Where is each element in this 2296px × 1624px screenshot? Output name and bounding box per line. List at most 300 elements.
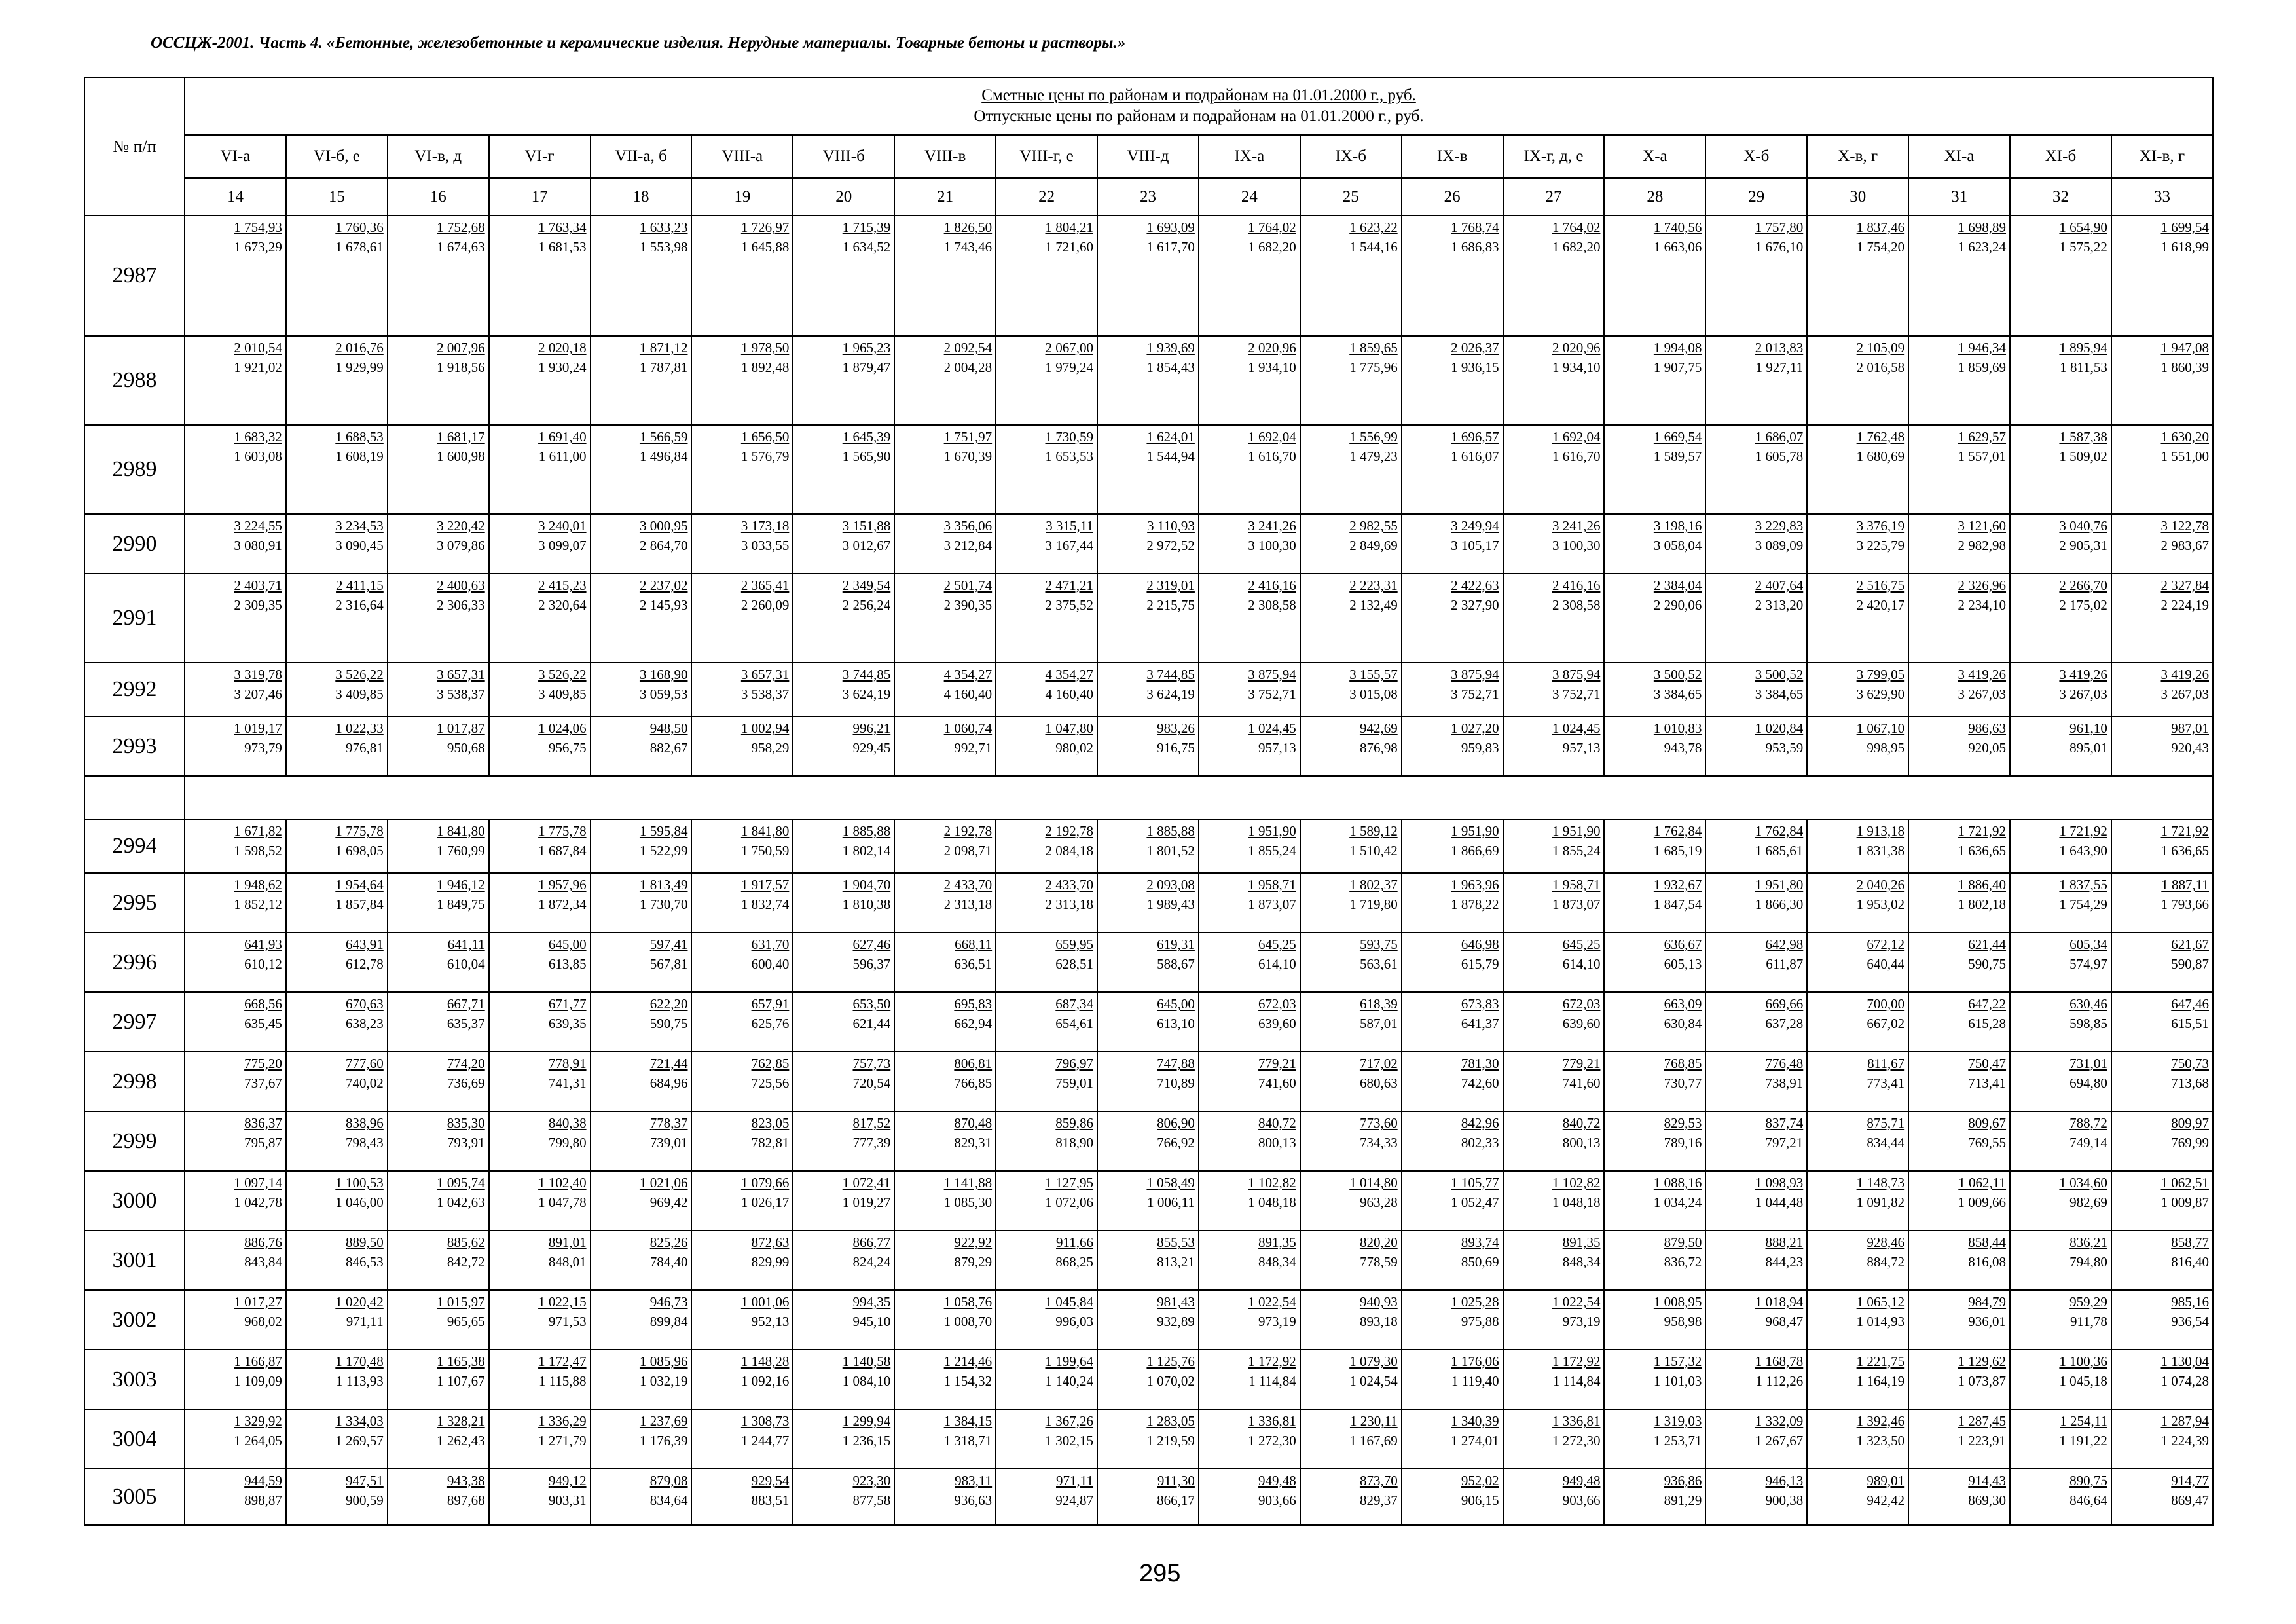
price-cell: [1402, 716, 1503, 776]
release-price: 2 864,70: [639, 538, 688, 553]
release-price: 2 308,58: [1248, 597, 1296, 613]
release-price: 567,81: [649, 956, 688, 972]
release-price: 621,44: [852, 1016, 891, 1031]
estimate-price: 948,50: [649, 720, 688, 736]
release-price: 795,87: [244, 1135, 282, 1151]
price-cell: [691, 1409, 793, 1469]
estimate-price: 1 656,50: [740, 429, 790, 445]
price-cell: [691, 1469, 793, 1525]
estimate-price: 687,34: [1055, 996, 1094, 1012]
release-price: 1 605,78: [1755, 449, 1804, 464]
estimate-price: 668,11: [955, 936, 993, 952]
release-price: 975,88: [1461, 1314, 1499, 1329]
estimate-price: 1 022,54: [1552, 1294, 1601, 1310]
release-price: 1 223,91: [1958, 1433, 2007, 1449]
price-cell: [591, 1290, 692, 1350]
release-price: 945,10: [852, 1314, 891, 1329]
release-price: 596,37: [852, 956, 891, 972]
estimate-price: 872,63: [751, 1234, 790, 1250]
release-price: 799,80: [548, 1135, 587, 1151]
price-cell: [793, 1409, 894, 1469]
price-cell: [691, 1052, 793, 1111]
price-cell: [1300, 1111, 1402, 1171]
release-price: 897,68: [446, 1492, 485, 1508]
price-cell: [1402, 336, 1503, 425]
estimate-price: 1 587,38: [2059, 429, 2107, 445]
estimate-price: 3 155,57: [1349, 667, 1398, 682]
estimate-price: 669,66: [1765, 996, 1804, 1012]
release-price: 1 113,93: [336, 1373, 384, 1389]
price-cell: [1604, 932, 1705, 992]
estimate-price: 1 334,03: [335, 1413, 384, 1429]
estimate-price: 3 799,05: [1856, 667, 1905, 682]
estimate-price: 1 062,51: [2160, 1175, 2209, 1190]
price-cell: [793, 1171, 894, 1230]
estimate-price: 1 319,03: [1653, 1413, 1702, 1429]
price-cell: [894, 1171, 996, 1230]
release-price: 2 849,69: [1349, 538, 1398, 553]
release-price: 610,12: [244, 956, 282, 972]
estimate-price: 762,85: [751, 1056, 790, 1071]
estimate-price: 891,35: [1562, 1234, 1601, 1250]
row-id: 2996: [84, 932, 185, 992]
price-cell: [691, 1171, 793, 1230]
price-cell: [2010, 215, 2111, 336]
price-cell: [591, 1469, 692, 1525]
release-price: 3 100,30: [1552, 538, 1601, 553]
estimate-price: 1 367,26: [1045, 1413, 1094, 1429]
release-price: 843,84: [244, 1254, 282, 1270]
estimate-price: 971,11: [1056, 1473, 1094, 1488]
estimate-price: 1 768,74: [1451, 219, 1499, 235]
row-id: 2990: [84, 514, 185, 574]
price-cell: [1503, 992, 1605, 1052]
release-price: 1 092,16: [740, 1373, 790, 1389]
price-cell: [793, 1052, 894, 1111]
release-price: 1 811,53: [2060, 360, 2107, 375]
estimate-price: 2 516,75: [1856, 578, 1905, 593]
row-id: 2997: [84, 992, 185, 1052]
estimate-price: 1 762,84: [1653, 823, 1702, 839]
release-price: 834,64: [649, 1492, 688, 1508]
estimate-price: 3 875,94: [1451, 667, 1499, 682]
estimate-price: 1 885,88: [842, 823, 891, 839]
estimate-price: 1 010,83: [1653, 720, 1702, 736]
price-cell: [388, 819, 489, 873]
release-price: 1 608,19: [335, 449, 384, 464]
release-price: 965,65: [446, 1314, 485, 1329]
price-cell: [185, 1171, 286, 1230]
release-price: 1 623,24: [1958, 239, 2007, 255]
estimate-price: 2 192,78: [943, 823, 993, 839]
release-price: 613,85: [548, 956, 587, 972]
estimate-price: 855,53: [1157, 1234, 1195, 1250]
price-cell: [1199, 574, 1300, 663]
estimate-price: 1 021,06: [639, 1175, 688, 1190]
price-cell: [1503, 819, 1605, 873]
release-price: 1 750,59: [740, 843, 790, 858]
estimate-price: 2 093,08: [1146, 877, 1195, 893]
estimate-price: 911,66: [1056, 1234, 1094, 1250]
estimate-price: 775,20: [244, 1056, 282, 1071]
estimate-price: 922,92: [954, 1234, 993, 1250]
price-cell: [1807, 932, 1908, 992]
release-price: 1 872,34: [538, 896, 587, 912]
estimate-price: 820,20: [1359, 1234, 1398, 1250]
release-price: 903,66: [1258, 1492, 1296, 1508]
estimate-price: 859,86: [1055, 1115, 1094, 1131]
estimate-price: 1 947,08: [2160, 340, 2209, 356]
price-cell: [691, 873, 793, 932]
row-id: 2988: [84, 336, 185, 425]
release-price: 1 685,61: [1755, 843, 1804, 858]
region-header-cell: VI-а: [185, 135, 286, 178]
price-cell: [591, 1409, 692, 1469]
estimate-price: 888,21: [1765, 1234, 1804, 1250]
estimate-price: 2 365,41: [740, 578, 790, 593]
table-row: [84, 215, 2213, 336]
estimate-price: 823,05: [751, 1115, 790, 1131]
estimate-price: 1 699,54: [2160, 219, 2209, 235]
release-price: 976,81: [346, 740, 384, 756]
release-price: 736,69: [446, 1075, 485, 1091]
price-cell: [1807, 819, 1908, 873]
estimate-price: 1 125,76: [1146, 1354, 1195, 1369]
price-cell: [1908, 1350, 2010, 1409]
estimate-price: 627,46: [852, 936, 891, 952]
empty-cell: [185, 776, 2213, 819]
price-cell: [1199, 1350, 1300, 1409]
price-cell: [489, 514, 591, 574]
price-cell: [591, 215, 692, 336]
column-number-cell: 29: [1705, 178, 1807, 215]
estimate-price: 842,96: [1461, 1115, 1499, 1131]
release-price: 741,31: [548, 1075, 587, 1091]
estimate-price: 1 837,55: [2059, 877, 2107, 893]
price-cell: [894, 336, 996, 425]
price-cell: [1402, 1111, 1503, 1171]
price-cell: [2010, 1052, 2111, 1111]
estimate-price: 670,63: [346, 996, 384, 1012]
estimate-price: 1 176,06: [1451, 1354, 1499, 1369]
release-price: 829,37: [1359, 1492, 1398, 1508]
price-cell: [1402, 514, 1503, 574]
estimate-price: 1 254,11: [2060, 1413, 2107, 1429]
price-cell: [1705, 1409, 1807, 1469]
estimate-price: 943,38: [446, 1473, 485, 1488]
column-number-cell: 32: [2010, 178, 2111, 215]
release-price: 900,59: [346, 1492, 384, 1508]
release-price: 741,60: [1258, 1075, 1296, 1091]
release-price: 1 509,02: [2059, 449, 2107, 464]
estimate-price: 672,03: [1562, 996, 1601, 1012]
release-price: 1 034,24: [1653, 1194, 1702, 1210]
row-id: 2989: [84, 425, 185, 514]
price-cell: [1807, 514, 1908, 574]
release-price: 639,60: [1562, 1016, 1601, 1031]
price-cell: [2010, 932, 2111, 992]
price-cell: [2010, 336, 2111, 425]
release-price: 2 982,98: [1958, 538, 2007, 553]
release-price: 1 907,75: [1653, 360, 1702, 375]
estimate-price: 890,75: [2069, 1473, 2107, 1488]
estimate-price: 1 062,11: [1958, 1175, 2007, 1190]
price-cell: [489, 336, 591, 425]
estimate-price: 891,01: [548, 1234, 587, 1250]
estimate-price: 936,86: [1664, 1473, 1702, 1488]
estimate-price: 1 148,73: [1856, 1175, 1905, 1190]
price-cell: [1705, 716, 1807, 776]
price-cell: [2010, 873, 2111, 932]
price-cell: [1604, 215, 1705, 336]
release-price: 1 673,29: [234, 239, 282, 255]
release-price: 1 565,90: [842, 449, 891, 464]
price-cell: [2111, 873, 2213, 932]
price-cell: [2111, 1111, 2213, 1171]
price-cell: [1199, 1171, 1300, 1230]
price-cell: [388, 716, 489, 776]
price-cell: [691, 992, 793, 1052]
price-cell: [1807, 663, 1908, 716]
estimate-price: 2 400,63: [437, 578, 485, 593]
estimate-price: 2 040,26: [1856, 877, 1905, 893]
price-cell: [1807, 1171, 1908, 1230]
estimate-price: 3 121,60: [1958, 518, 2007, 534]
price-cell: [1503, 873, 1605, 932]
estimate-price: 1 624,01: [1146, 429, 1195, 445]
release-price: 929,45: [852, 740, 891, 756]
release-price: 844,23: [1765, 1254, 1804, 1270]
release-price: 1 832,74: [740, 896, 790, 912]
estimate-price: 1 948,62: [234, 877, 282, 893]
release-price: 1 085,30: [943, 1194, 993, 1210]
estimate-price: 3 122,78: [2160, 518, 2209, 534]
release-price: 587,01: [1359, 1016, 1398, 1031]
price-cell: [1807, 1469, 1908, 1525]
estimate-price: 1 085,96: [639, 1354, 688, 1369]
estimate-price: 1 826,50: [943, 219, 993, 235]
release-price: 3 167,44: [1045, 538, 1094, 553]
estimate-price: 717,02: [1359, 1056, 1398, 1071]
release-price: 2 313,18: [943, 896, 993, 912]
release-price: 2 224,19: [2160, 597, 2209, 613]
price-cell: [1402, 1409, 1503, 1469]
price-cell: [489, 819, 591, 873]
estimate-price: 672,12: [1867, 936, 1905, 952]
price-cell: [1604, 1230, 1705, 1290]
price-cell: [2010, 1469, 2111, 1525]
estimate-price: 1 328,21: [437, 1413, 485, 1429]
estimate-price: 1 079,30: [1349, 1354, 1398, 1369]
estimate-price: 2 010,54: [234, 340, 282, 356]
price-cell: [2010, 663, 2111, 716]
column-number-cell: 30: [1807, 178, 1908, 215]
estimate-price: 1 859,65: [1349, 340, 1398, 356]
price-cell: [894, 932, 996, 992]
estimate-price: 2 013,83: [1755, 340, 1804, 356]
price-cell: [591, 1350, 692, 1409]
estimate-price: 2 237,02: [639, 578, 688, 593]
price-cell: [1908, 215, 2010, 336]
price-cell: [1705, 1469, 1807, 1525]
estimate-price: 959,29: [2069, 1294, 2107, 1310]
release-price: 2 313,20: [1755, 597, 1804, 613]
release-price: 710,89: [1157, 1075, 1195, 1091]
price-cell: [793, 1230, 894, 1290]
estimate-price: 1 018,94: [1755, 1294, 1804, 1310]
price-cell: [591, 663, 692, 716]
estimate-price: 1 813,49: [639, 877, 688, 893]
price-cell: [691, 663, 793, 716]
price-cell: [1300, 873, 1402, 932]
release-price: 1 892,48: [740, 360, 790, 375]
price-cell: [2010, 819, 2111, 873]
estimate-price: 1 951,90: [1451, 823, 1499, 839]
price-cell: [996, 1052, 1097, 1111]
estimate-price: 1 047,80: [1045, 720, 1094, 736]
estimate-price: 942,69: [1359, 720, 1398, 736]
price-cell: [1807, 873, 1908, 932]
release-price: 1 032,19: [639, 1373, 688, 1389]
release-price: 694,80: [2069, 1075, 2107, 1091]
price-cell: [388, 1469, 489, 1525]
estimate-price: 1 130,04: [2160, 1354, 2209, 1369]
estimate-price: 1 692,04: [1552, 429, 1601, 445]
release-price: 1 687,84: [538, 843, 587, 858]
estimate-price: 1 566,59: [639, 429, 688, 445]
price-cell: [2111, 514, 2213, 574]
release-price: 766,85: [954, 1075, 993, 1091]
release-price: 963,28: [1359, 1194, 1398, 1210]
estimate-price: 840,38: [548, 1115, 587, 1131]
price-cell: [388, 1350, 489, 1409]
release-price: 742,60: [1461, 1075, 1499, 1091]
price-cell: [996, 1111, 1097, 1171]
price-cell: [286, 514, 388, 574]
price-cell: [1705, 425, 1807, 514]
release-price: 1 576,79: [740, 449, 790, 464]
estimate-price: 1 283,05: [1146, 1413, 1195, 1429]
estimate-price: 1 045,84: [1045, 1294, 1094, 1310]
release-price: 973,79: [244, 740, 282, 756]
estimate-price: 1 165,38: [437, 1354, 485, 1369]
estimate-price: 1 775,78: [335, 823, 384, 839]
release-price: 1 115,88: [538, 1373, 587, 1389]
release-price: 824,24: [852, 1254, 891, 1270]
release-price: 1 267,67: [1755, 1433, 1804, 1449]
estimate-price: 3 240,01: [538, 518, 587, 534]
release-price: 1 107,67: [437, 1373, 485, 1389]
estimate-price: 3 500,52: [1653, 667, 1702, 682]
region-header-row: [84, 135, 2213, 178]
estimate-price: 2 026,37: [1451, 340, 1499, 356]
price-cell: [1199, 819, 1300, 873]
price-cell: [1503, 932, 1605, 992]
release-price: 3 059,53: [639, 686, 688, 702]
price-cell: [388, 514, 489, 574]
release-price: 1 323,50: [1856, 1433, 1905, 1449]
price-cell: [185, 663, 286, 716]
release-price: 848,34: [1562, 1254, 1601, 1270]
release-price: 713,68: [2171, 1075, 2209, 1091]
release-price: 868,25: [1055, 1254, 1094, 1270]
release-price: 1 921,02: [234, 360, 282, 375]
release-price: 1 224,39: [2160, 1433, 2209, 1449]
price-cell: [1503, 1469, 1605, 1525]
release-price: 943,78: [1664, 740, 1702, 756]
release-price: 1 643,90: [2059, 843, 2107, 858]
estimate-price: 1 802,37: [1349, 877, 1398, 893]
release-price: 1 793,66: [2160, 896, 2209, 912]
release-price: 1 109,09: [234, 1373, 282, 1389]
estimate-price: 3 526,22: [538, 667, 587, 682]
caption-row: [84, 77, 2213, 135]
price-cell: [793, 932, 894, 992]
price-cell: [1604, 1469, 1705, 1525]
estimate-price: 1 760,36: [335, 219, 384, 235]
estimate-price: 946,73: [649, 1294, 688, 1310]
estimate-price: 1 237,69: [639, 1413, 688, 1429]
release-price: 1 269,57: [335, 1433, 384, 1449]
estimate-price: 1 100,53: [335, 1175, 384, 1190]
price-cell: [996, 716, 1097, 776]
price-cell: [1807, 1052, 1908, 1111]
release-price: 3 012,67: [842, 538, 891, 553]
price-cell: [1300, 514, 1402, 574]
price-cell: [1503, 336, 1605, 425]
release-price: 969,42: [649, 1194, 688, 1210]
release-price: 903,66: [1562, 1492, 1601, 1508]
price-cell: [1097, 663, 1199, 716]
estimate-price: 757,73: [852, 1056, 891, 1071]
price-cell: [1097, 1111, 1199, 1171]
estimate-price: 768,85: [1664, 1056, 1702, 1071]
price-cell: [1705, 819, 1807, 873]
price-cell: [388, 932, 489, 992]
region-header-cell: X-в, г: [1807, 135, 1908, 178]
release-price: 794,80: [2069, 1254, 2107, 1270]
price-cell: [793, 336, 894, 425]
release-price: 630,84: [1664, 1016, 1702, 1031]
release-price: 848,34: [1258, 1254, 1296, 1270]
estimate-price: 636,67: [1664, 936, 1702, 952]
estimate-price: 1 172,92: [1248, 1354, 1296, 1369]
price-cell: [591, 992, 692, 1052]
estimate-price: 873,70: [1359, 1473, 1398, 1488]
price-cell: [185, 514, 286, 574]
release-price: 590,75: [1968, 956, 2007, 972]
column-number-cell: 21: [894, 178, 996, 215]
estimate-price: 1 589,12: [1349, 823, 1398, 839]
price-cell: [2010, 992, 2111, 1052]
release-price: 1 042,78: [234, 1194, 282, 1210]
estimate-price: 3 198,16: [1653, 518, 1702, 534]
estimate-price: 1 775,78: [538, 823, 587, 839]
price-cell: [1199, 1052, 1300, 1111]
estimate-price: 1 129,62: [1958, 1354, 2007, 1369]
estimate-price: 1 170,48: [335, 1354, 384, 1369]
release-price: 982,69: [2069, 1194, 2107, 1210]
release-price: 614,10: [1258, 956, 1296, 972]
release-price: 898,87: [244, 1492, 282, 1508]
estimate-price: 1 721,92: [2059, 823, 2107, 839]
price-cell: [489, 1350, 591, 1409]
estimate-price: 1 034,60: [2059, 1175, 2107, 1190]
estimate-price: 1 762,84: [1755, 823, 1804, 839]
region-header-cell: XI-а: [1908, 135, 2010, 178]
column-number-cell: 22: [996, 178, 1097, 215]
price-cell: [894, 1350, 996, 1409]
